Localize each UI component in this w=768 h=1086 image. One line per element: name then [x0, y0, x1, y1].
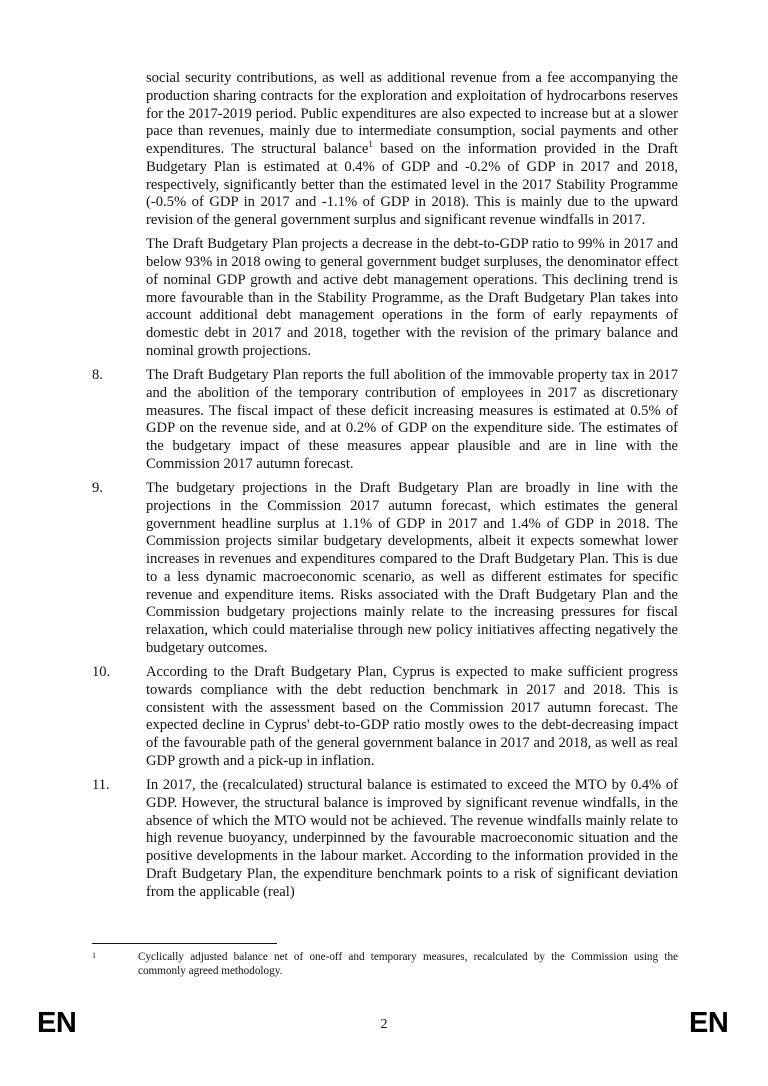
- body-text: [92, 70, 678, 908]
- paragraph-text: social security contributions, as well as additional revenue from a fee accompanying the production sharing contracts for the exploration and exploitation of hydrocarbons reserves for the 2017-2019 period. Public expenditures are also expected to increase but at a slower pace than revenues, mainly due to intermediate consumption, social payments and other expenditures. The structural balance: [146, 70, 678, 157]
- paragraph-text: The Draft Budgetary Plan projects a decrease in the debt-to-GDP ratio to 99% in 2017 and below 93% in 2018 owing to general government budget surpluses, the denominator effect of nominal GDP growth and active debt management operations. This declining trend is more favourable than in the Stability Programme, as the Draft Budgetary Plan takes into account additional debt management operations in the form of early repayments of domestic debt in 2017 and 2018, together with the revision of the primary balance and nominal growth projections.: [146, 236, 678, 359]
- paragraph-11: [92, 777, 678, 901]
- footnote-text: Cyclically adjusted balance net of one-off and temporary measures, recalculated by the Commission using the commonly agreed methodology.: [138, 951, 678, 977]
- footnote-number: 1: [92, 951, 96, 960]
- paragraph-text: According to the Draft Budgetary Plan, Cyprus is expected to make sufficient progress towards compliance with the debt reduction benchmark in 2017 and 2018. This is consistent with the assessment based on the Commission 2017 autumn forecast. The expected decline in Cyprus' debt-to-GDP ratio mostly owes to the debt-decreasing impact of the favourable path of the general government balance in 2017 and 2018, as well as real GDP growth and a pick-up in inflation.: [146, 664, 678, 769]
- paragraph-text: The budgetary projections in the Draft Budgetary Plan are broadly in line with the projections in the Commission 2017 autumn forecast, which estimates the general government headline surplus at 1.1% of GDP in 2017 and 1.4% of GDP in 2018. The Commission projects similar budgetary developments, albeit it expects somewhat lower increases in revenues and expenditures compared to the Draft Budgetary Plan. This is due to a less dynamic macroeconomic scenario, as well as different estimates for specific revenue and expenditure items. Risks associated with the Draft Budgetary Plan and the Commission budgetary projections mainly relate to the increasing pressures for fiscal relaxation, which could materialise through new policy initiatives affecting negatively the budgetary outcomes.: [146, 480, 678, 656]
- language-label-left: EN: [37, 1007, 77, 1039]
- footnote-separator: [92, 943, 277, 944]
- paragraph-8: [92, 367, 678, 474]
- paragraph-number: 11.: [92, 777, 110, 793]
- paragraph-number: 9.: [92, 480, 103, 496]
- paragraph-9: [92, 480, 678, 658]
- page-number: 2: [380, 1017, 388, 1032]
- language-label-right: EN: [689, 1007, 729, 1039]
- footnote: [92, 951, 678, 978]
- paragraph-10: [92, 664, 678, 771]
- paragraph-text: The Draft Budgetary Plan reports the full abolition of the immovable property tax in 2017 and the abolition of the temporary contribution of employees in 2017 as discretionary measures. The fiscal impact of these deficit increasing measures is estimated at 0.5% of GDP on the revenue side, and at 0.2% of GDP on the expenditure side. The estimates of the budgetary impact of these measures appear plausible and are in line with the Commission 2017 autumn forecast.: [146, 367, 678, 472]
- paragraph-text: In 2017, the (recalculated) structural balance is estimated to exceed the MTO by 0.4% of GDP. However, the structural balance is improved by significant revenue windfalls, in the absence of which the MTO would not be achieved. The revenue windfalls mainly relate to high revenue buoyancy, underpinned by the favourable macroeconomic situation and the positive developments in the labour market. According to the information provided in the Draft Budgetary Plan, the expenditure benchmark points to a risk of significant deviation from the applicable (real): [146, 777, 678, 900]
- footnote-reference[interactable]: 1: [368, 139, 373, 149]
- paragraph-continued: [92, 70, 678, 230]
- paragraph-number: 8.: [92, 367, 103, 383]
- paragraph-text: based on the information provided in the Draft Budgetary Plan is estimated at 0.4% of GDP and -0.2% of GDP in 2017 and 2018, respectively, significantly better than the estimated level in the 2017 Stability Programme (-0.5% of GDP in 2017 and -1.1% of GDP in 2018). This is mainly due to the upward revision of the general government surplus and significant revenue windfalls in 2017.: [146, 141, 678, 228]
- paragraph-debt-ratio: [92, 236, 678, 360]
- paragraph-number: 10.: [92, 664, 111, 680]
